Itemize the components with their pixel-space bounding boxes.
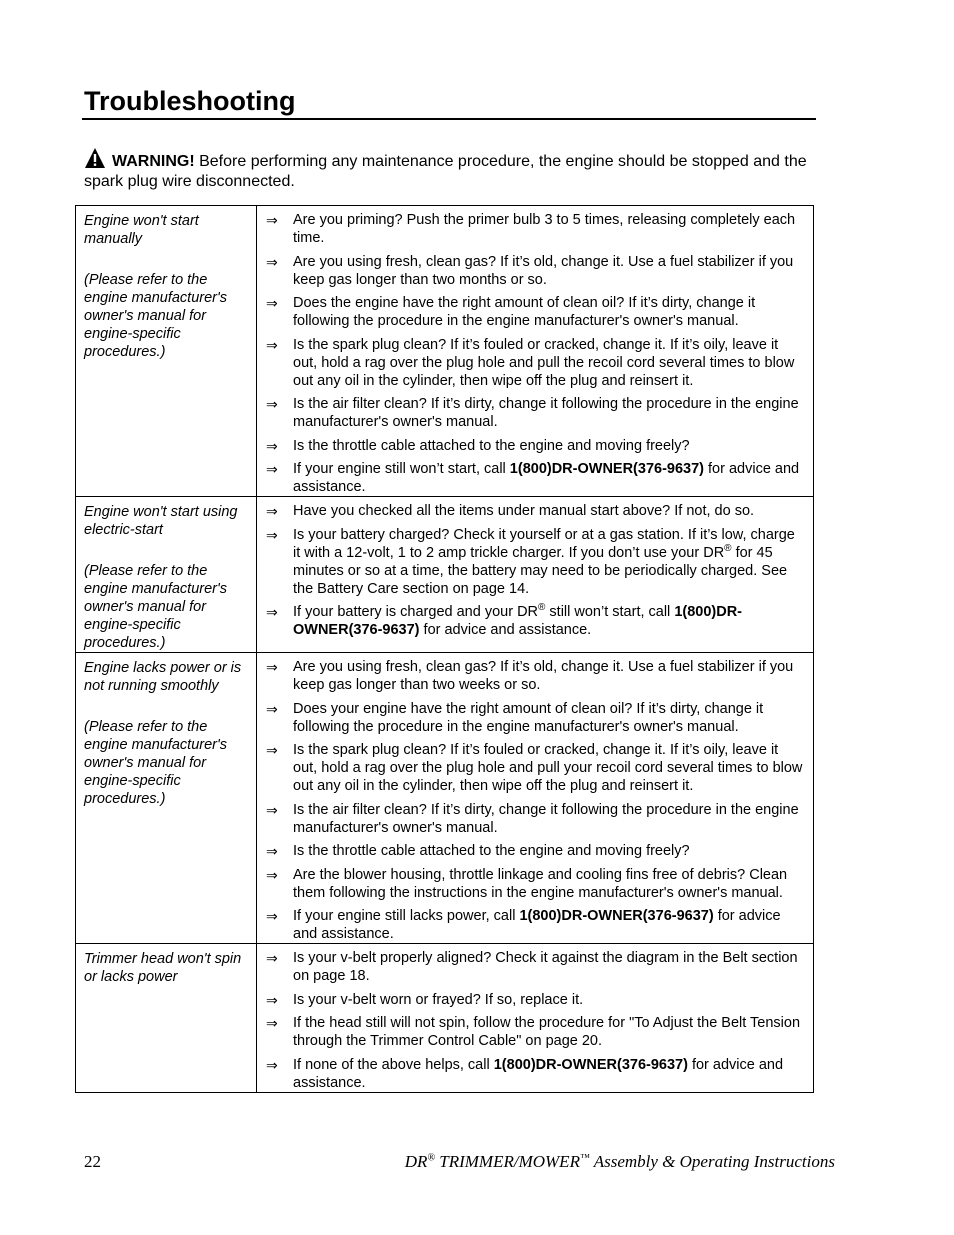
page-number: 22 xyxy=(84,1152,101,1171)
right-double-arrow-icon: ⇒ xyxy=(266,526,278,543)
list-item xyxy=(266,437,803,455)
right-double-arrow-icon: ⇒ xyxy=(266,437,278,454)
list-item xyxy=(266,211,803,247)
check-text: If your battery is charged and your DR® still won’t start, call 1(800)DR-OWNER(376-9637) for advice and assistance. xyxy=(293,602,742,638)
warning-icon xyxy=(84,147,106,169)
right-double-arrow-icon: ⇒ xyxy=(266,461,278,477)
problem-label: Engine won't start manually xyxy=(84,213,199,247)
table-row xyxy=(76,944,814,1093)
problem-cell xyxy=(76,944,257,1093)
right-double-arrow-icon: ⇒ xyxy=(266,991,278,1008)
list-item xyxy=(266,1014,803,1050)
list-item xyxy=(266,460,803,496)
check-text: Have you checked all the items under manual start above? If not, do so. xyxy=(293,503,755,519)
list-item xyxy=(266,866,803,902)
right-double-arrow-icon: ⇒ xyxy=(266,212,278,228)
problem-note: (Please refer to the engine manufacturer's owner's manual for engine-specific procedures.) xyxy=(84,272,228,360)
check-text: Are you priming? Push the primer bulb 3 to 5 times, releasing completely each time. xyxy=(293,212,796,246)
warning-label: WARNING! xyxy=(112,153,195,170)
right-double-arrow-icon: ⇒ xyxy=(266,604,278,620)
list-item xyxy=(266,991,803,1009)
checks-cell xyxy=(257,653,814,944)
list-item xyxy=(266,949,803,985)
checks-cell xyxy=(257,944,814,1093)
problem-label: Trimmer head won't spin or lacks power xyxy=(84,951,242,985)
warning-notice xyxy=(84,147,814,192)
check-text: If the head still will not spin, follow the procedure for "To Adjust the Belt Tension through the Trimmer Control Cable" on page 20. xyxy=(293,1015,801,1049)
right-double-arrow-icon: ⇒ xyxy=(266,1015,278,1031)
check-text: Is your v-belt worn or frayed? If so, replace it. xyxy=(293,991,584,1008)
check-text: Is the throttle cable attached to the engine and moving freely? xyxy=(293,843,690,859)
problem-cell xyxy=(76,497,257,653)
list-item xyxy=(266,741,803,795)
right-double-arrow-icon: ⇒ xyxy=(266,1056,278,1073)
check-text: Are you using fresh, clean gas? If it’s old, change it. Use a fuel stabilizer if you keep gas longer than two weeks or so. xyxy=(293,659,794,693)
right-double-arrow-icon: ⇒ xyxy=(266,336,278,353)
check-text: Is the spark plug clean? If it’s fouled or cracked, change it. If it’s oily, leave it out, hold a rag over the plug hole and pull your recoil cord several times to blow out any oil in the cylinder, then wipe off the plug and reinsert it. xyxy=(293,742,803,794)
list-item xyxy=(266,603,803,639)
check-text: Are you using fresh, clean gas? If it’s old, change it. Use a fuel stabilizer if you keep gas longer than two months or so. xyxy=(293,253,794,288)
footer-manual-title: DR® TRIMMER/MOWER™ Assembly & Operating Instructions xyxy=(404,1152,835,1171)
warning-text: Before performing any maintenance procedure, the engine should be stopped and the spark plug wire disconnected. xyxy=(84,153,807,190)
check-text: Is the air filter clean? If it’s dirty, change it following the procedure in the engine manufacturer's owner's manual. xyxy=(293,801,799,836)
list-item xyxy=(266,502,803,520)
title-divider xyxy=(82,118,816,120)
right-double-arrow-icon: ⇒ xyxy=(266,866,278,883)
list-item xyxy=(266,336,803,390)
right-double-arrow-icon: ⇒ xyxy=(266,908,278,924)
table-row xyxy=(76,206,814,497)
troubleshooting-table xyxy=(75,205,814,1093)
checks-cell xyxy=(257,206,814,497)
check-text: If your engine still lacks power, call 1(800)DR-OWNER(376-9637) for advice and assistance. xyxy=(293,908,781,942)
problem-cell xyxy=(76,206,257,497)
list-item xyxy=(266,907,803,943)
check-text: Is your battery charged? Check it yourself or at a gas station. If it’s low, charge it with a 12-volt, 1 to 2 amp trickle charger. If you don’t use your DR® for 45 minutes or so at a time, the battery may need to be periodically charged. See the Battery Care section on page 14. xyxy=(293,526,795,597)
problem-label: Engine lacks power or is not running smoothly xyxy=(84,660,242,694)
list-item xyxy=(266,658,803,694)
check-text: Is the throttle cable attached to the engine and moving freely? xyxy=(293,437,690,454)
right-double-arrow-icon: ⇒ xyxy=(266,700,278,717)
check-text: Are the blower housing, throttle linkage and cooling fins free of debris? Clean them following the instructions in the engine manufacturer's owner's manual. xyxy=(293,866,788,901)
list-item xyxy=(266,801,803,837)
problem-note: (Please refer to the engine manufacturer's owner's manual for engine-specific procedures.) xyxy=(84,563,228,651)
list-item xyxy=(266,294,803,330)
check-text: Does the engine have the right amount of clean oil? If it’s dirty, change it following the procedure in the engine manufacturer's owner's manual. xyxy=(293,295,756,329)
right-double-arrow-icon: ⇒ xyxy=(266,659,278,675)
problem-label: Engine won't start using electric-start xyxy=(84,504,238,538)
problem-note: (Please refer to the engine manufacturer's owner's manual for engine-specific procedures.) xyxy=(84,719,228,807)
page-title: Troubleshooting xyxy=(84,86,296,116)
list-item xyxy=(266,526,803,598)
right-double-arrow-icon: ⇒ xyxy=(266,295,278,311)
checks-cell xyxy=(257,497,814,653)
list-item xyxy=(266,1056,803,1092)
check-text: Is the air filter clean? If it’s dirty, change it following the procedure in the engine manufacturer's owner's manual. xyxy=(293,396,799,430)
right-double-arrow-icon: ⇒ xyxy=(266,396,278,412)
problem-cell xyxy=(76,653,257,944)
check-text: If your engine still won’t start, call 1(800)DR-OWNER(376-9637) for advice and assistance. xyxy=(293,461,800,495)
right-double-arrow-icon: ⇒ xyxy=(266,801,278,818)
check-text: If none of the above helps, call 1(800)DR-OWNER(376-9637) for advice and assistance. xyxy=(293,1056,784,1091)
right-double-arrow-icon: ⇒ xyxy=(266,950,278,966)
list-item xyxy=(266,842,803,860)
table-row xyxy=(76,497,814,653)
table-row xyxy=(76,653,814,944)
list-item xyxy=(266,253,803,289)
check-text: Is the spark plug clean? If it’s fouled or cracked, change it. If it’s oily, leave it out, hold a rag over the plug hole and pull the recoil cord several times to blow out any oil in the cylinder, then wipe off the plug and reinsert it. xyxy=(293,336,795,389)
right-double-arrow-icon: ⇒ xyxy=(266,503,278,519)
right-double-arrow-icon: ⇒ xyxy=(266,742,278,758)
right-double-arrow-icon: ⇒ xyxy=(266,843,278,859)
right-double-arrow-icon: ⇒ xyxy=(266,253,278,270)
check-text: Is your v-belt properly aligned? Check it against the diagram in the Belt section on page 18. xyxy=(293,950,798,984)
list-item xyxy=(266,700,803,736)
list-item xyxy=(266,395,803,431)
check-text: Does your engine have the right amount of clean oil? If it’s dirty, change it following the procedure in the engine manufacturer's owner's manual. xyxy=(293,700,764,735)
